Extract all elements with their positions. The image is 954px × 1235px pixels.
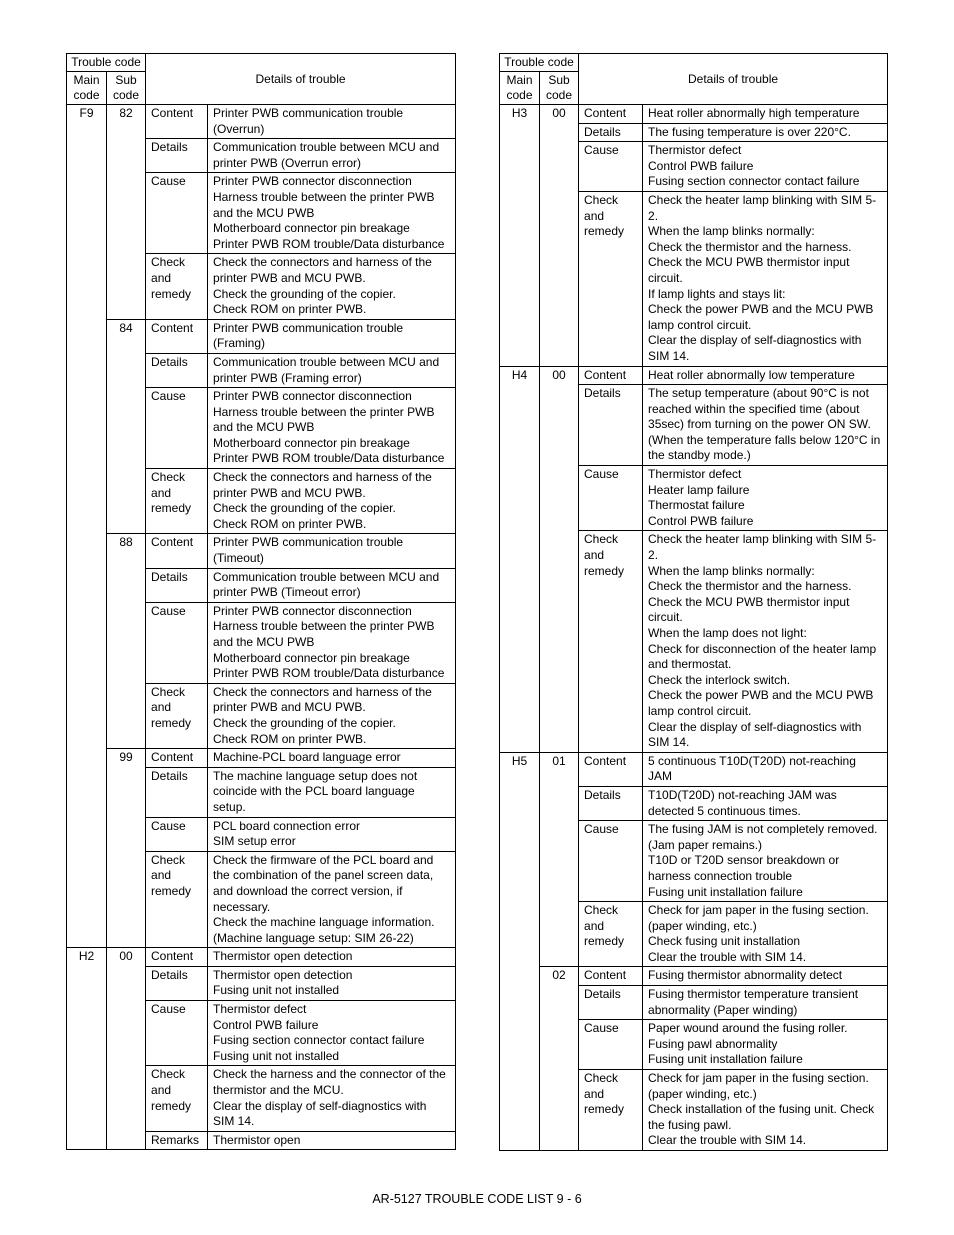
row-label: Check and remedy [146,469,208,534]
row-label: Details [146,966,208,1000]
row-label: Content [146,105,208,139]
table-row [500,366,888,385]
row-detail: Printer PWB connector disconnection Harness trouble between the printer PWB and the MCU PWB Motherboard connector pin breakage Printer PWB ROM trouble/Data disturbance [208,173,456,254]
row-detail: Communication trouble between MCU and printer PWB (Timeout error) [208,568,456,602]
table-row [67,319,456,353]
row-detail: Check the connectors and harness of the printer PWB and MCU PWB. Check the grounding of the copier. Check ROM on printer PWB. [208,683,456,748]
sub-code-cell: 02 [540,967,579,1151]
row-detail: Check the heater lamp blinking with SIM 5-2. When the lamp blinks normally: Check the thermistor and the harness. Check the MCU PWB thermistor input circuit. When the lamp does not light: Check for disconnection of the heater lamp and thermostat. Check the interlock switch. Check the power PWB and the MCU PWB lamp control circuit. Clear the display of self-diagnostics with SIM 14. [643,531,888,752]
table-row [67,534,456,568]
main-code-cell: F9 [67,105,107,948]
row-detail: The machine language setup does not coincide with the PCL board language setup. [208,767,456,817]
trouble-table-left [66,53,456,1150]
sub-code-cell: 88 [107,534,146,749]
row-label: Content [146,749,208,768]
row-detail: Paper wound around the fusing roller. Fusing pawl abnormality Fusing unit installation failure [643,1020,888,1070]
row-label: Check and remedy [146,683,208,748]
row-detail: Check the harness and the connector of the thermistor and the MCU. Clear the display of self-diagnostics with SIM 14. [208,1066,456,1131]
row-detail: Thermistor defect Heater lamp failure Thermostat failure Control PWB failure [643,466,888,531]
row-detail: Fusing thermistor temperature transient abnormality (Paper winding) [643,986,888,1020]
main-code-header: Main code [500,72,540,105]
row-label: Details [146,139,208,173]
row-label: Details [146,353,208,387]
row-label: Details [579,123,643,142]
row-label: Cause [146,817,208,851]
trouble-code-header: Trouble code [500,54,579,72]
row-detail: Printer PWB communication trouble (Framing) [208,319,456,353]
row-detail: 5 continuous T10D(T20D) not-reaching JAM [643,752,888,786]
row-detail: Thermistor defect Control PWB failure Fusing section connector contact failure Fusing unit not installed [208,1001,456,1066]
table-row [67,749,456,768]
row-detail: Communication trouble between MCU and printer PWB (Framing error) [208,353,456,387]
row-label: Cause [579,1020,643,1070]
row-detail: The fusing temperature is over 220°C. [643,123,888,142]
table-row [500,752,888,786]
sub-code-cell: 82 [107,105,146,320]
row-detail: Check for jam paper in the fusing section. (paper winding, etc.) Check installation of the fusing unit. Check the fusing pawl. Clear the trouble with SIM 14. [643,1070,888,1151]
row-label: Content [146,948,208,967]
table-row [67,948,456,967]
row-label: Content [579,752,643,786]
row-detail: The fusing JAM is not completely removed. (Jam paper remains.) T10D or T20D sensor breakdown or harness connection trouble Fusing unit installation failure [643,821,888,902]
main-code-cell: H3 [500,105,540,367]
row-label: Check and remedy [579,531,643,752]
sub-code-cell: 00 [540,366,579,752]
row-label: Cause [146,388,208,469]
row-label: Check and remedy [146,1066,208,1131]
sub-code-header: Sub code [540,72,579,105]
trouble-code-header: Trouble code [67,54,146,72]
main-code-cell: H5 [500,752,540,1150]
row-detail: Check the heater lamp blinking with SIM 5-2. When the lamp blinks normally: Check the thermistor and the harness. Check the MCU PWB thermistor input circuit. If lamp lights and stays lit: Check the power PWB and the MCU PWB lamp control circuit. Clear the display of self-diagnostics with SIM 14. [643,191,888,366]
main-code-header: Main code [67,72,107,105]
row-label: Check and remedy [579,191,643,366]
row-label: Details [146,568,208,602]
details-of-trouble-header: Details of trouble [146,54,456,105]
row-detail: Heat roller abnormally low temperature [643,366,888,385]
row-detail: T10D(T20D) not-reaching JAM was detected 5 continuous times. [643,786,888,820]
row-detail: Check for jam paper in the fusing section. (paper winding, etc.) Check fusing unit installation Clear the trouble with SIM 14. [643,902,888,967]
page-footer: AR-5127 TROUBLE CODE LIST 9 - 6 [372,1192,582,1206]
row-label: Remarks [146,1131,208,1150]
row-label: Details [579,986,643,1020]
sub-code-cell: 00 [107,948,146,1150]
trouble-table-right [499,53,888,1151]
row-label: Check and remedy [579,902,643,967]
main-code-cell: H4 [500,366,540,752]
row-detail: Printer PWB connector disconnection Harness trouble between the printer PWB and the MCU PWB Motherboard connector pin breakage Printer PWB ROM trouble/Data disturbance [208,602,456,683]
row-detail: Fusing thermistor abnormality detect [643,967,888,986]
row-label: Content [579,105,643,124]
sub-code-header: Sub code [107,72,146,105]
row-label: Cause [146,602,208,683]
row-label: Cause [579,142,643,192]
sub-code-cell: 00 [540,105,579,367]
sub-code-cell: 99 [107,749,146,948]
sub-code-cell: 01 [540,752,579,967]
row-label: Check and remedy [146,254,208,319]
row-detail: Thermistor open detection Fusing unit not installed [208,966,456,1000]
table-row [500,105,888,124]
table-row [500,967,888,986]
row-detail: Check the connectors and harness of the printer PWB and MCU PWB. Check the grounding of the copier. Check ROM on printer PWB. [208,469,456,534]
row-detail: PCL board connection error SIM setup error [208,817,456,851]
sub-code-cell: 84 [107,319,146,534]
row-detail: Check the connectors and harness of the printer PWB and MCU PWB. Check the grounding of the copier. Check ROM on printer PWB. [208,254,456,319]
row-detail: Printer PWB connector disconnection Harness trouble between the printer PWB and the MCU PWB Motherboard connector pin breakage Printer PWB ROM trouble/Data disturbance [208,388,456,469]
row-detail: Thermistor open [208,1131,456,1150]
row-detail: Communication trouble between MCU and printer PWB (Overrun error) [208,139,456,173]
row-detail: Check the firmware of the PCL board and the combination of the panel screen data, and download the correct version, if necessary. Check the machine language information. (Machine language setup: SIM 26-22) [208,851,456,948]
row-label: Content [579,366,643,385]
row-detail: Machine-PCL board language error [208,749,456,768]
row-label: Details [146,767,208,817]
row-label: Content [146,319,208,353]
row-detail: The setup temperature (about 90°C is not reached within the specified time (about 35sec) from turning on the power ON SW. (When the temperature falls below 120°C in the standby mode.) [643,385,888,466]
details-of-trouble-header: Details of trouble [579,54,888,105]
row-label: Cause [146,173,208,254]
row-detail: Thermistor open detection [208,948,456,967]
row-label: Cause [146,1001,208,1066]
row-label: Cause [579,466,643,531]
row-label: Details [579,385,643,466]
table-row [67,105,456,139]
row-label: Details [579,786,643,820]
row-label: Cause [579,821,643,902]
row-detail: Heat roller abnormally high temperature [643,105,888,124]
row-label: Content [579,967,643,986]
row-label: Check and remedy [146,851,208,948]
row-detail: Printer PWB communication trouble (Overrun) [208,105,456,139]
row-label: Content [146,534,208,568]
row-detail: Printer PWB communication trouble (Timeout) [208,534,456,568]
row-label: Check and remedy [579,1070,643,1151]
main-code-cell: H2 [67,948,107,1150]
row-detail: Thermistor defect Control PWB failure Fusing section connector contact failure [643,142,888,192]
